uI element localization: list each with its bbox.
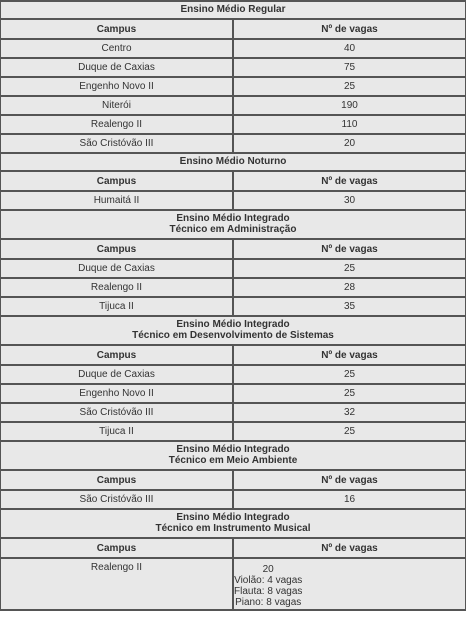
table-row bbox=[1, 133, 465, 152]
table-header-row bbox=[1, 344, 465, 364]
table-header-row bbox=[1, 170, 465, 190]
vacancies-stack bbox=[344, 263, 355, 274]
section-title-line: Ensino Médio Noturno bbox=[179, 156, 287, 167]
section-title-line: Técnico em Desenvolvimento de Sistemas bbox=[132, 330, 334, 341]
table-row bbox=[1, 76, 465, 95]
section-title bbox=[1, 152, 465, 170]
vacancies-value: 40 bbox=[343, 43, 356, 54]
vacancies-stack bbox=[344, 282, 355, 293]
vacancies-cell bbox=[234, 78, 465, 95]
section-title-line: Ensino Médio Integrado bbox=[176, 319, 290, 330]
vacancies-stack bbox=[341, 100, 358, 111]
vacancies-value: 35 bbox=[343, 301, 356, 312]
table-row bbox=[1, 557, 465, 609]
column-header-campus: Campus bbox=[1, 240, 234, 258]
vacancies-cell bbox=[234, 116, 465, 133]
column-header-vacancies: Nº de vagas bbox=[321, 243, 378, 255]
table-header-row bbox=[1, 469, 465, 489]
table-row bbox=[1, 489, 465, 508]
campus-cell: Duque de Caxias bbox=[1, 59, 234, 76]
vacancies-value: 20 bbox=[343, 138, 356, 149]
vacancies-value: 75 bbox=[343, 62, 356, 73]
campus-cell: Humaitá II bbox=[1, 192, 234, 209]
column-header-campus: Campus bbox=[1, 471, 234, 489]
section-title bbox=[1, 440, 465, 469]
table-row bbox=[1, 190, 465, 209]
vacancies-value: 20 bbox=[262, 563, 274, 575]
section-title-line: Técnico em Instrumento Musical bbox=[155, 523, 311, 534]
column-header-vacancies: Nº de vagas bbox=[321, 542, 378, 554]
instrument-vacancy-note: Piano: 8 vagas bbox=[235, 596, 302, 608]
vacancies-cell bbox=[234, 491, 465, 508]
section-title bbox=[1, 508, 465, 537]
section-title-line: Técnico em Administração bbox=[169, 224, 297, 235]
table-row bbox=[1, 421, 465, 440]
vacancies-cell bbox=[234, 279, 465, 296]
campus-cell: Tijuca II bbox=[1, 423, 234, 440]
vacancies-stack bbox=[344, 81, 355, 92]
table-row bbox=[1, 95, 465, 114]
campus-cell: Niterói bbox=[1, 97, 234, 114]
table-row bbox=[1, 57, 465, 76]
vacancies-cell bbox=[234, 298, 465, 315]
vacancies-stack bbox=[344, 388, 355, 399]
vacancies-cell bbox=[234, 135, 465, 152]
vacancies-value: 190 bbox=[341, 100, 358, 111]
column-header-vacancies: Nº de vagas bbox=[321, 349, 378, 361]
column-header-campus: Campus bbox=[1, 172, 234, 190]
course-section bbox=[0, 209, 466, 315]
vacancies-stack bbox=[344, 369, 355, 380]
section-title-line: Ensino Médio Integrado bbox=[176, 444, 290, 455]
section-title bbox=[1, 209, 465, 238]
vacancies-stack bbox=[344, 195, 355, 206]
section-title bbox=[1, 315, 465, 344]
vacancies-stack bbox=[342, 119, 358, 130]
campus-cell: Realengo II bbox=[1, 116, 234, 133]
vacancies-cell bbox=[234, 40, 465, 57]
campus-cell: São Cristóvão III bbox=[1, 404, 234, 421]
vacancies-value: 28 bbox=[343, 282, 356, 293]
table-header-row bbox=[1, 18, 465, 38]
table-row bbox=[1, 296, 465, 315]
vacancies-stack bbox=[344, 62, 355, 73]
column-header-campus: Campus bbox=[1, 346, 234, 364]
vacancies-stack bbox=[234, 564, 302, 608]
course-section bbox=[0, 315, 466, 440]
campus-cell: Duque de Caxias bbox=[1, 260, 234, 277]
table-bottom-border bbox=[0, 609, 466, 611]
campus-cell: Duque de Caxias bbox=[1, 366, 234, 383]
vacancies-stack bbox=[344, 494, 355, 505]
table-header-row bbox=[1, 238, 465, 258]
campus-cell: Tijuca II bbox=[1, 298, 234, 315]
vacancies-value: 30 bbox=[343, 195, 356, 206]
section-title bbox=[1, 0, 465, 18]
course-section bbox=[0, 0, 466, 152]
column-header-vacancies: Nº de vagas bbox=[321, 23, 378, 35]
campus-cell: Realengo II bbox=[1, 279, 234, 296]
table-row bbox=[1, 402, 465, 421]
instrument-vacancy-note: Violão: 4 vagas bbox=[234, 574, 303, 586]
column-header-campus: Campus bbox=[1, 20, 234, 38]
course-section bbox=[0, 508, 466, 609]
vacancies-cell bbox=[234, 97, 465, 114]
campus-cell: São Cristóvão III bbox=[1, 491, 234, 508]
vacancies-value: 25 bbox=[343, 388, 356, 399]
vacancies-stack bbox=[344, 138, 355, 149]
campus-cell: Realengo II bbox=[1, 559, 234, 609]
vacancies-cell bbox=[234, 59, 465, 76]
vacancies-stack bbox=[344, 301, 355, 312]
vacancies-cell bbox=[234, 423, 465, 440]
column-header-vacancies: Nº de vagas bbox=[321, 474, 378, 486]
vacancies-value: 25 bbox=[343, 369, 356, 380]
vacancies-stack bbox=[344, 426, 355, 437]
vacancies-cell bbox=[234, 404, 465, 421]
table-row bbox=[1, 114, 465, 133]
vacancies-cell bbox=[234, 385, 465, 402]
section-title-line: Ensino Médio Integrado bbox=[176, 512, 290, 523]
vacancies-cell bbox=[234, 260, 465, 277]
section-title-line: Ensino Médio Integrado bbox=[176, 213, 290, 224]
table-row bbox=[1, 277, 465, 296]
vacancies-value: 25 bbox=[343, 426, 356, 437]
campus-cell: Engenho Novo II bbox=[1, 385, 234, 402]
campus-cell: Engenho Novo II bbox=[1, 78, 234, 95]
table-header-row bbox=[1, 537, 465, 557]
table-row bbox=[1, 258, 465, 277]
column-header-vacancies: Nº de vagas bbox=[321, 175, 378, 187]
column-header-campus: Campus bbox=[1, 539, 234, 557]
vacancies-cell bbox=[234, 366, 465, 383]
vacancies-value: 25 bbox=[343, 81, 356, 92]
section-title-line: Técnico em Meio Ambiente bbox=[168, 455, 298, 466]
vacancies-cell bbox=[234, 192, 465, 209]
campus-cell: São Cristóvão III bbox=[1, 135, 234, 152]
vacancies-value: 32 bbox=[343, 407, 356, 418]
table-row bbox=[1, 364, 465, 383]
campus-cell: Centro bbox=[1, 40, 234, 57]
vacancies-value: 16 bbox=[343, 494, 356, 505]
table-row bbox=[1, 38, 465, 57]
table-row bbox=[1, 383, 465, 402]
instrument-vacancy-note: Flauta: 8 vagas bbox=[234, 585, 303, 597]
vacancies-value: 25 bbox=[343, 263, 356, 274]
course-section bbox=[0, 440, 466, 508]
vacancies-value: 110 bbox=[341, 119, 358, 130]
vacancies-stack bbox=[344, 407, 355, 418]
vacancies-stack bbox=[344, 43, 355, 54]
vacancies-cell bbox=[234, 559, 465, 609]
course-section bbox=[0, 152, 466, 209]
section-title-line: Ensino Médio Regular bbox=[180, 4, 286, 15]
